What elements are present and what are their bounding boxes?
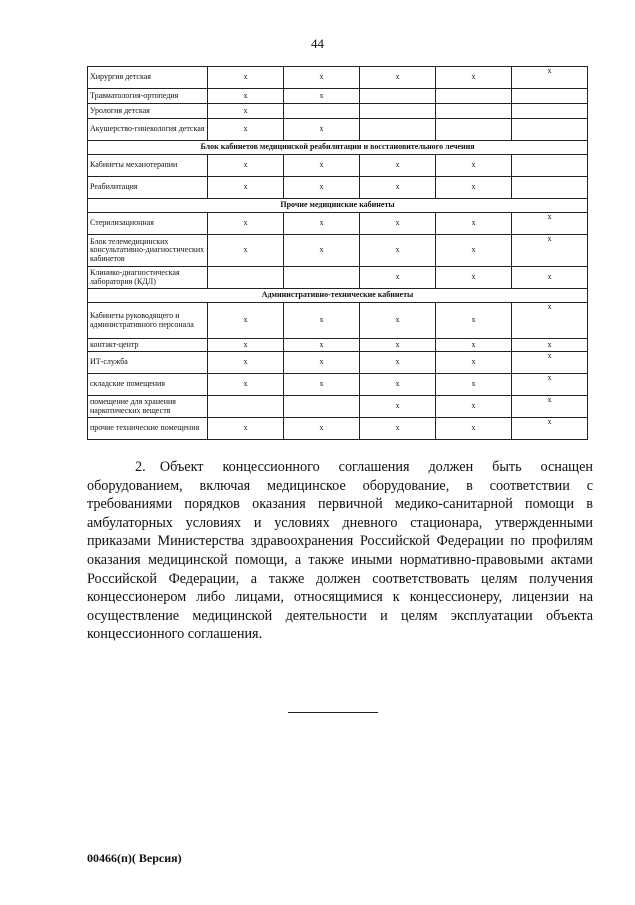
body-paragraph: 2. Объект концессионного соглашения должен быть оснащен оборудованием, включая медицинское оборудование, в соответствии с требованиями порядков оказания первичной медико-санитарной помощи в амбулаторных условиях и условиях дневного стационара, утвержденными приказами Министерства здравоохранения Российской Федерации по профилям оказания медицинской помощи, а также иными нормативно-правовыми актами Российской Федерации, а также должен соответствовать целям получения концессионером либо лицами, относящимися к концессионеру, лицензии на осуществление медицинской деятельности и целям эксплуатации объекта концессионного соглашения.	[87, 459, 593, 643]
table-row	[88, 418, 588, 440]
mark-cell: x	[512, 303, 588, 339]
mark-cell: x	[284, 374, 360, 396]
mark-cell	[512, 155, 588, 177]
mark-cell: x	[284, 89, 360, 104]
mark-cell	[360, 119, 436, 141]
mark-cell: x	[208, 67, 284, 89]
mark-cell: x	[512, 396, 588, 418]
room-name-cell: Акушерство-гинекология детская	[88, 119, 208, 141]
mark-cell	[208, 396, 284, 418]
mark-cell: x	[436, 235, 512, 267]
mark-cell: x	[512, 339, 588, 352]
mark-cell: x	[360, 67, 436, 89]
mark-cell: x	[208, 418, 284, 440]
table-section-header	[88, 141, 588, 155]
mark-cell: x	[208, 119, 284, 141]
mark-cell	[436, 89, 512, 104]
table-section-header	[88, 199, 588, 213]
mark-cell: x	[284, 67, 360, 89]
mark-cell	[360, 89, 436, 104]
table-row	[88, 67, 588, 89]
table-row	[88, 303, 588, 339]
mark-cell: x	[208, 374, 284, 396]
table-row	[88, 396, 588, 418]
table-row	[88, 89, 588, 104]
section-title: Прочие медицинские кабинеты	[88, 199, 588, 213]
mark-cell: x	[512, 374, 588, 396]
mark-cell: x	[208, 352, 284, 374]
mark-cell: x	[208, 89, 284, 104]
mark-cell: x	[284, 303, 360, 339]
mark-cell: x	[284, 155, 360, 177]
mark-cell	[436, 119, 512, 141]
mark-cell	[512, 104, 588, 119]
mark-cell	[512, 119, 588, 141]
mark-cell: x	[360, 374, 436, 396]
room-name-cell: Травматология-ортопедия	[88, 89, 208, 104]
table-row	[88, 155, 588, 177]
mark-cell: x	[284, 213, 360, 235]
mark-cell	[284, 396, 360, 418]
mark-cell: x	[436, 67, 512, 89]
table-section-header	[88, 289, 588, 303]
room-name-cell: Блок телемедицинских консультативно-диагностических кабинетов	[88, 235, 208, 267]
table-row	[88, 374, 588, 396]
mark-cell: x	[360, 267, 436, 289]
page-number: 44	[311, 36, 324, 51]
mark-cell: x	[436, 155, 512, 177]
table-row	[88, 104, 588, 119]
mark-cell: x	[208, 155, 284, 177]
room-name-cell: Кабинеты руководящего и административного персонала	[88, 303, 208, 339]
mark-cell: x	[512, 267, 588, 289]
mark-cell: x	[436, 177, 512, 199]
signature-divider	[288, 712, 378, 713]
mark-cell: x	[284, 119, 360, 141]
mark-cell: x	[284, 418, 360, 440]
mark-cell: x	[360, 235, 436, 267]
mark-cell	[208, 267, 284, 289]
room-name-cell: прочие технические помещения	[88, 418, 208, 440]
mark-cell	[284, 267, 360, 289]
mark-cell: x	[208, 213, 284, 235]
mark-cell	[512, 89, 588, 104]
table-body	[88, 67, 588, 440]
mark-cell: x	[436, 213, 512, 235]
room-name-cell: Стерилизационная	[88, 213, 208, 235]
section-title: Блок кабинетов медицинской реабилитации и восстановительного лечения	[88, 141, 588, 155]
mark-cell: x	[436, 352, 512, 374]
room-name-cell: Урология детская	[88, 104, 208, 119]
mark-cell: x	[512, 213, 588, 235]
room-name-cell: складские помещения	[88, 374, 208, 396]
mark-cell: x	[512, 418, 588, 440]
mark-cell: x	[208, 104, 284, 119]
mark-cell: x	[436, 267, 512, 289]
mark-cell: x	[512, 67, 588, 89]
mark-cell	[512, 177, 588, 199]
equipment-requirements-table	[87, 66, 588, 440]
mark-cell: x	[436, 303, 512, 339]
mark-cell: x	[208, 303, 284, 339]
mark-cell: x	[512, 235, 588, 267]
table-row	[88, 213, 588, 235]
mark-cell	[436, 104, 512, 119]
mark-cell: x	[512, 352, 588, 374]
mark-cell: x	[360, 418, 436, 440]
section-title: Административно-технические кабинеты	[88, 289, 588, 303]
table-row	[88, 352, 588, 374]
mark-cell: x	[284, 235, 360, 267]
mark-cell: x	[436, 418, 512, 440]
room-name-cell: Хирургия детская	[88, 67, 208, 89]
mark-cell: x	[360, 352, 436, 374]
mark-cell: x	[360, 396, 436, 418]
mark-cell: x	[360, 213, 436, 235]
table-row	[88, 267, 588, 289]
table-row	[88, 339, 588, 352]
room-name-cell: помещение для хранения наркотических веществ	[88, 396, 208, 418]
mark-cell	[360, 104, 436, 119]
room-name-cell: контакт-центр	[88, 339, 208, 352]
mark-cell: x	[284, 177, 360, 199]
mark-cell: x	[436, 396, 512, 418]
mark-cell: x	[360, 339, 436, 352]
mark-cell: x	[436, 339, 512, 352]
document-code: 00466(п)( Версия)	[87, 851, 182, 865]
mark-cell: x	[208, 339, 284, 352]
table-row	[88, 119, 588, 141]
room-name-cell: ИТ-служба	[88, 352, 208, 374]
mark-cell: x	[436, 374, 512, 396]
room-name-cell: Кабинеты механотерапии	[88, 155, 208, 177]
room-name-cell: Клинико-диагностическая лаборатория (КДЛ)	[88, 267, 208, 289]
mark-cell: x	[208, 235, 284, 267]
mark-cell: x	[208, 177, 284, 199]
room-name-cell: Реабилитация	[88, 177, 208, 199]
mark-cell: x	[360, 177, 436, 199]
mark-cell: x	[284, 339, 360, 352]
mark-cell: x	[284, 352, 360, 374]
table-row	[88, 177, 588, 199]
table-row	[88, 235, 588, 267]
mark-cell: x	[360, 303, 436, 339]
mark-cell: x	[360, 155, 436, 177]
mark-cell	[284, 104, 360, 119]
